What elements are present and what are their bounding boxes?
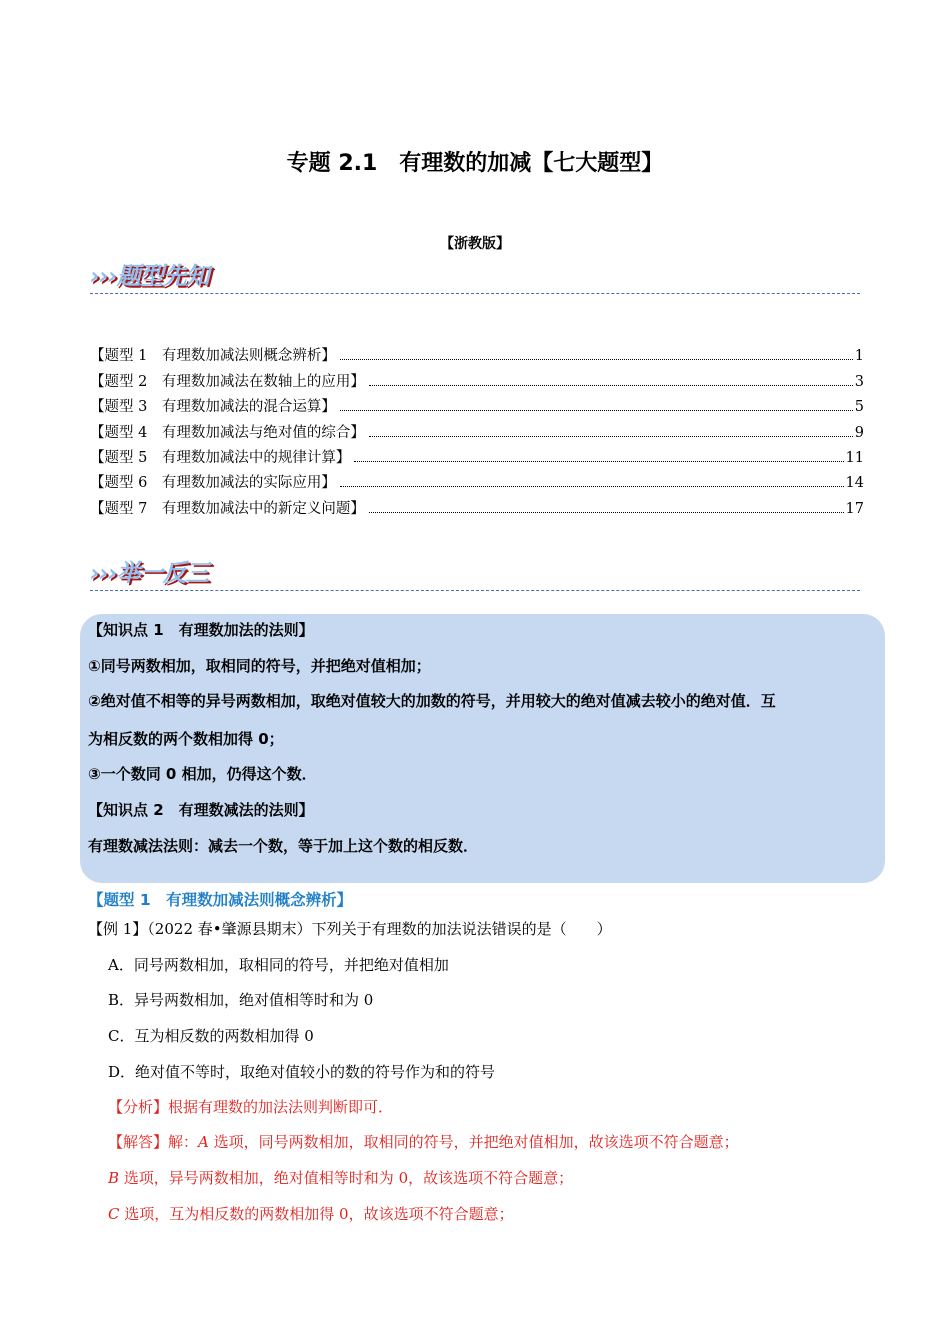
toc-label: 【题型 7 有理数加减法中的新定义问题】 xyxy=(90,501,365,517)
toc-item[interactable] xyxy=(90,395,864,416)
toc-page: 9 xyxy=(854,425,864,441)
rule-text: ②绝对值不相等的异号两数相加，取绝对值较大的加数的符号，并用较大的绝对值减去较小的绝对值．互 xyxy=(88,692,776,710)
answer-text: 选项，同号两数相加，取相同的符号，并把绝对值相加，故该选项不符合题意； xyxy=(208,1133,739,1151)
section-heading: 【题型 1 有理数加减法则概念辨析】 xyxy=(88,891,353,909)
banner-examples: ›››举一反三 xyxy=(90,559,209,587)
rule-text: ③一个数同 0 相加，仍得这个数． xyxy=(88,765,317,783)
toc-page: 3 xyxy=(854,374,864,390)
rule-text: ①同号两数相加，取相同的符号，并把绝对值相加； xyxy=(88,657,431,675)
toc-item[interactable] xyxy=(90,370,864,391)
toc-item[interactable] xyxy=(90,471,864,492)
option-d: D．绝对值不等时，取绝对值较小的数的符号作为和的符号 xyxy=(108,1063,496,1081)
toc-label: 【题型 4 有理数加减法与绝对值的综合】 xyxy=(90,425,365,441)
answer-line-c xyxy=(108,1203,514,1224)
answer-line-a xyxy=(108,1131,739,1152)
toc-leader xyxy=(340,486,844,487)
option-c: C．互为相反数的两数相加得 0 xyxy=(108,1027,314,1045)
option-a: A．同号两数相加，取相同的符号，并把绝对值相加 xyxy=(108,956,449,974)
divider xyxy=(90,590,860,591)
banner-question-types: ›››题型先知 xyxy=(90,262,209,290)
toc-label: 【题型 6 有理数加减法的实际应用】 xyxy=(90,475,336,491)
divider xyxy=(90,293,860,294)
answer-prefix: 【解答】解： xyxy=(108,1133,199,1151)
toc-label: 【题型 5 有理数加减法中的规律计算】 xyxy=(90,450,351,466)
toc-leader xyxy=(369,512,844,513)
option-b: B．异号两数相加，绝对值相等时和为 0 xyxy=(108,991,374,1009)
toc-page: 1 xyxy=(854,348,864,364)
toc-page: 17 xyxy=(845,501,864,517)
toc-page: 5 xyxy=(854,399,864,415)
toc-page: 14 xyxy=(845,475,864,491)
toc-label: 【题型 3 有理数加减法的混合运算】 xyxy=(90,399,336,415)
toc-item[interactable] xyxy=(90,421,864,442)
answer-text: 选项，异号两数相加，绝对值相等时和为 0，故该选项不符合题意； xyxy=(119,1169,574,1187)
toc-leader xyxy=(354,461,843,462)
rule-text: 有理数减法法则：减去一个数，等于加上这个数的相反数． xyxy=(88,837,479,855)
rule-text: 为相反数的两个数相加得 0； xyxy=(88,730,284,748)
answer-line-b xyxy=(108,1167,573,1188)
toc-item[interactable] xyxy=(90,497,864,518)
answer-text: 选项，互为相反数的两数相加得 0，故该选项不符合题意； xyxy=(119,1205,514,1223)
example-stem: 【例 1】（2022 春•肇源县期末）下列关于有理数的加法说法错误的是（ ） xyxy=(88,920,612,938)
option-letter: C xyxy=(108,1205,120,1223)
toc-leader xyxy=(369,385,853,386)
analysis-text: 【分析】根据有理数的加法法则判断即可． xyxy=(108,1098,394,1116)
toc-leader xyxy=(340,410,853,411)
toc-leader xyxy=(340,359,853,360)
option-letter: A xyxy=(198,1133,209,1151)
toc-leader xyxy=(369,436,853,437)
page-title: 专题 2.1 有理数的加减【七大题型】 xyxy=(286,151,664,176)
toc-page: 11 xyxy=(845,450,864,466)
toc-label: 【题型 2 有理数加减法在数轴上的应用】 xyxy=(90,374,365,390)
knowledge-point-1-title: 【知识点 1 有理数加法的法则】 xyxy=(88,621,314,639)
edition-label: 【浙教版】 xyxy=(440,236,510,252)
knowledge-point-2-title: 【知识点 2 有理数减法的法则】 xyxy=(88,801,314,819)
toc-item[interactable] xyxy=(90,344,864,365)
option-letter: B xyxy=(108,1169,120,1187)
toc-label: 【题型 1 有理数加减法则概念辨析】 xyxy=(90,348,336,364)
toc-item[interactable] xyxy=(90,446,864,467)
